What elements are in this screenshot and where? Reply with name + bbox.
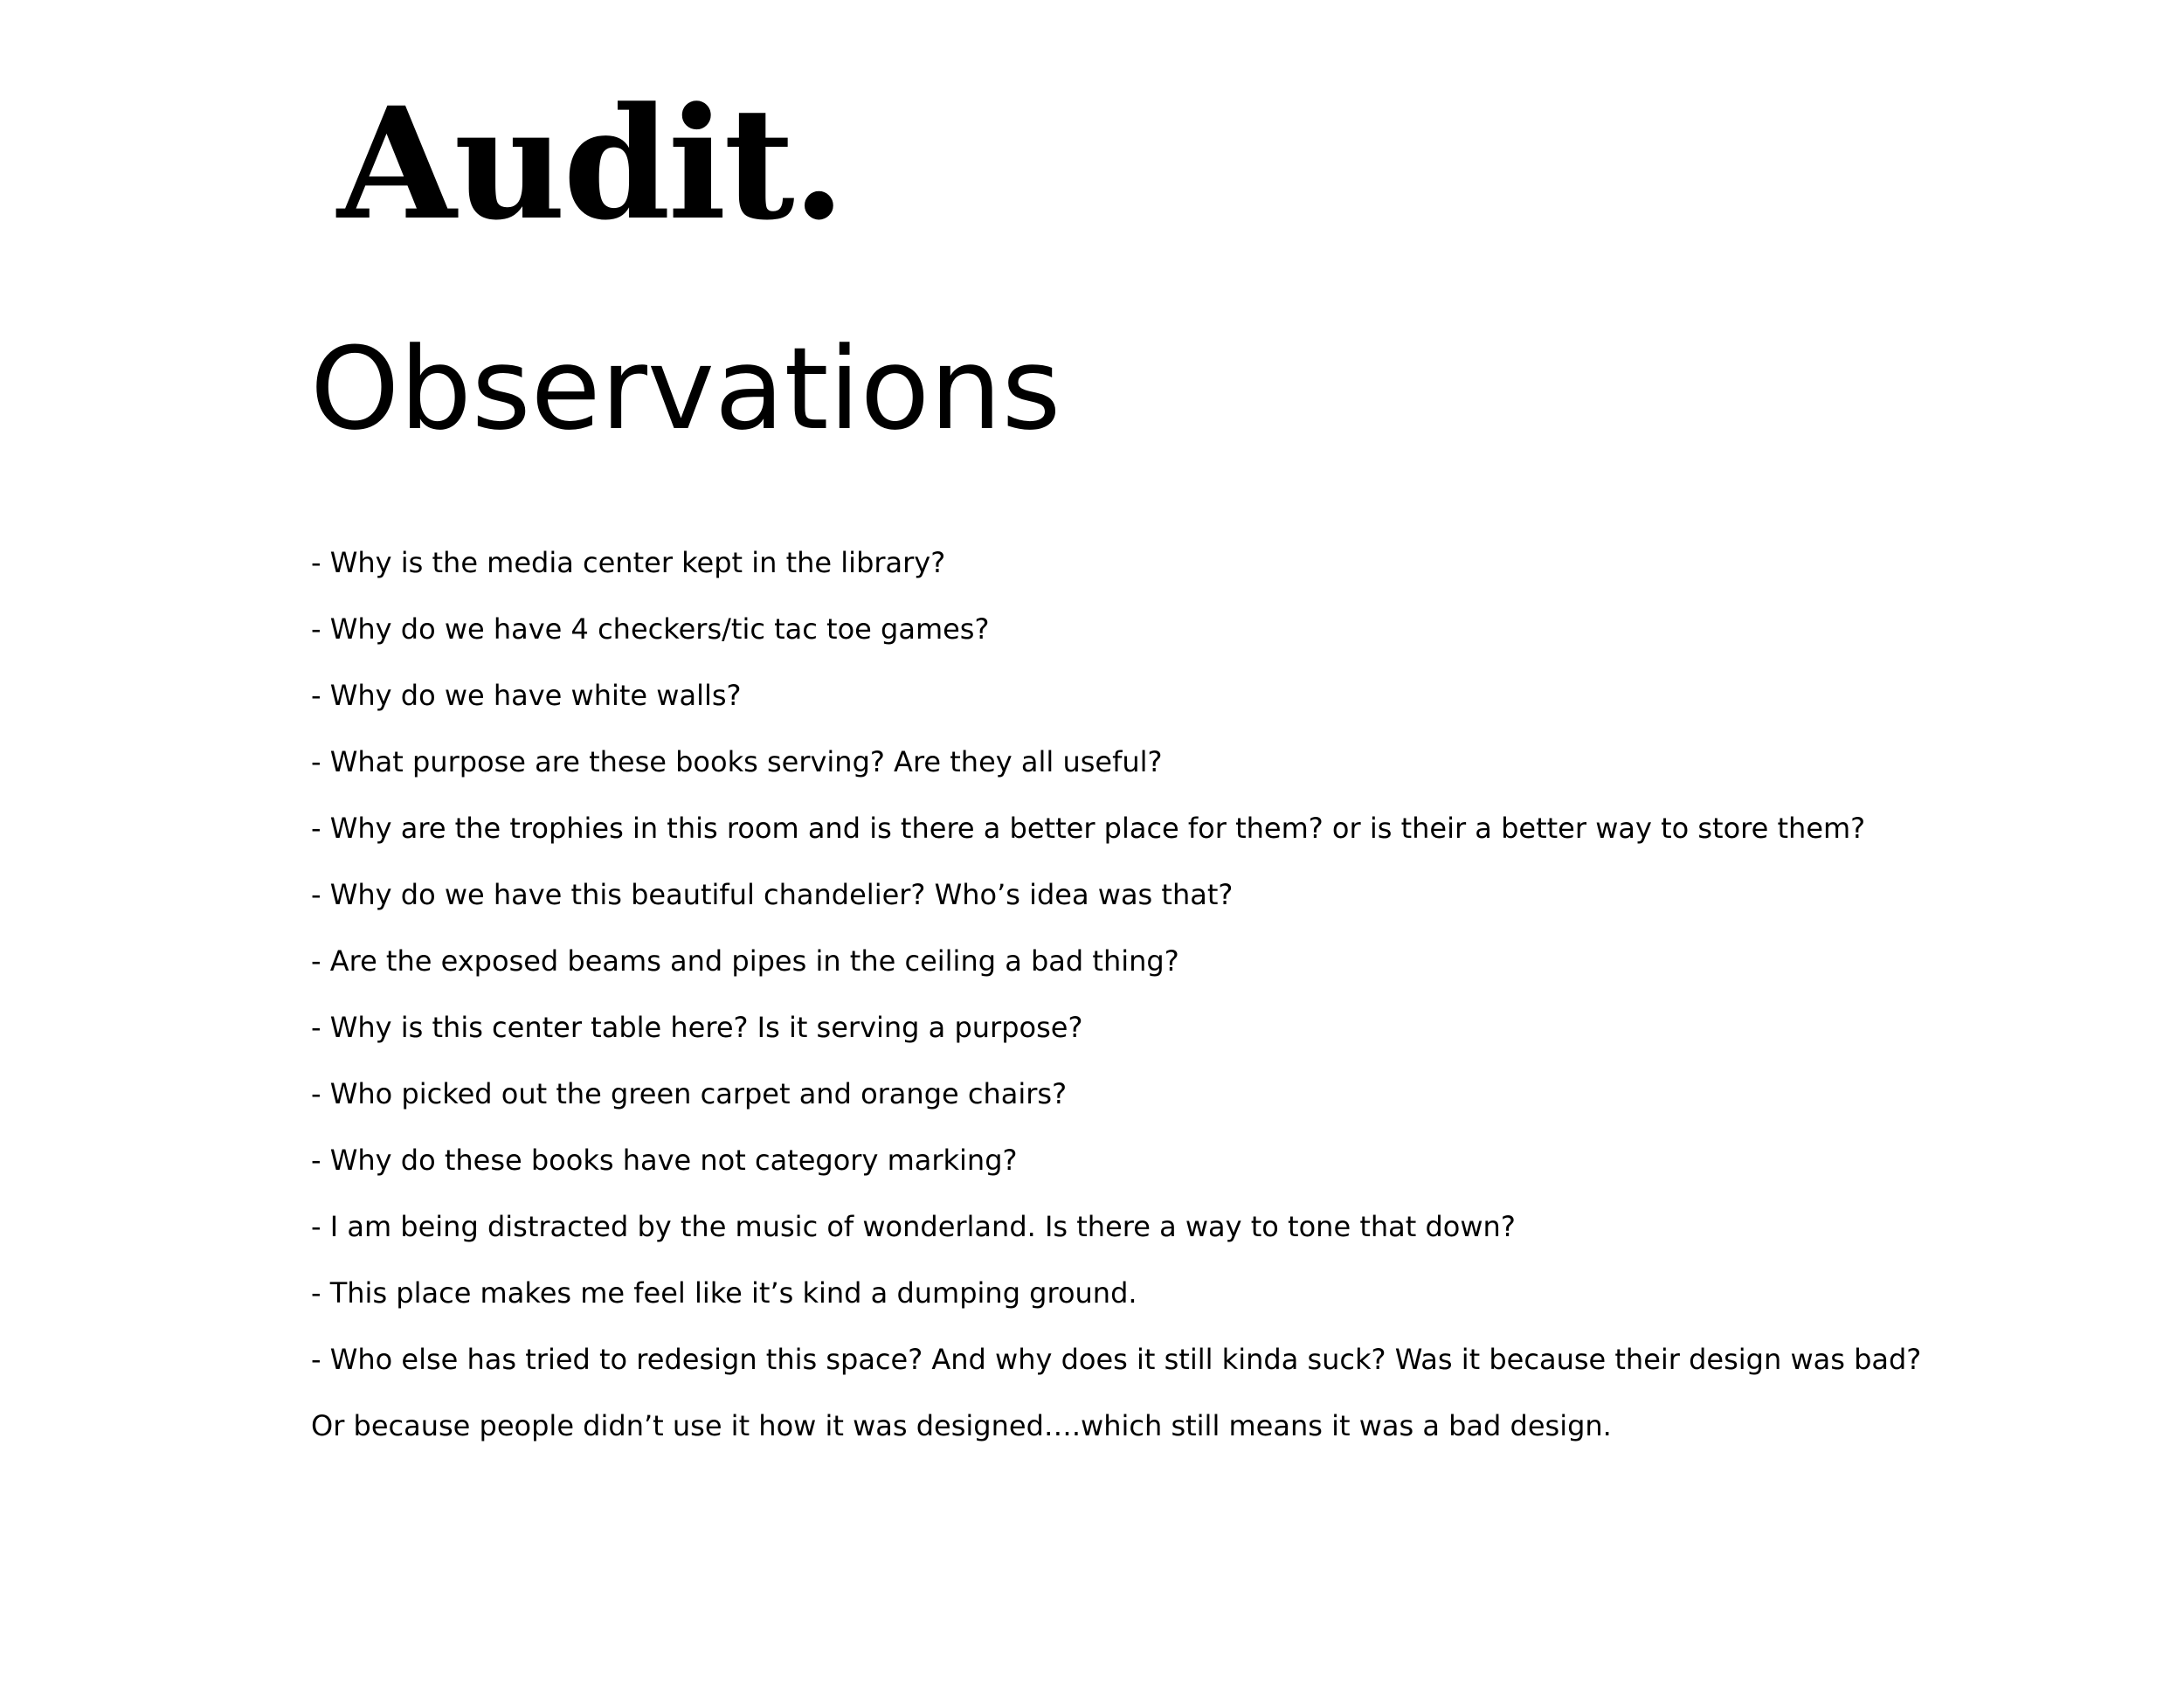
list-item: - Are the exposed beams and pipes in the ceiling a bad thing?	[311, 944, 1179, 978]
list-item: - Why are the trophies in this room and is there a better place for them? or is their a better way to store them?	[311, 812, 1866, 845]
list-item: - Why do we have 4 checkers/tic tac toe games?	[311, 612, 990, 646]
list-item: - Who else has tried to redesign this space? And why does it still kinda suck? Was it because their design was bad?	[311, 1343, 1922, 1376]
list-item: - I am being distracted by the music of wonderland. Is there a way to tone that down?	[311, 1210, 1516, 1243]
list-item: - Why do these books have not category marking?	[311, 1144, 1018, 1177]
list-item: - Why is the media center kept in the library?	[311, 546, 946, 579]
list-item: - This place makes me feel like it’s kind a dumping ground.	[311, 1276, 1137, 1310]
list-item: - Who picked out the green carpet and orange chairs?	[311, 1077, 1068, 1110]
page-title: Audit.	[337, 73, 844, 254]
list-item: - Why do we have white walls?	[311, 679, 742, 712]
list-item: Or because people didn’t use it how it was designed….which still means it was a bad design.	[311, 1409, 1612, 1442]
list-item: - What purpose are these books serving? Are they all useful?	[311, 745, 1163, 778]
section-heading: Observations	[310, 322, 1061, 455]
observation-list	[311, 541, 1921, 1470]
list-item: - Why do we have this beautiful chandelier? Who’s idea was that?	[311, 878, 1234, 911]
list-item: - Why is this center table here? Is it serving a purpose?	[311, 1011, 1083, 1044]
